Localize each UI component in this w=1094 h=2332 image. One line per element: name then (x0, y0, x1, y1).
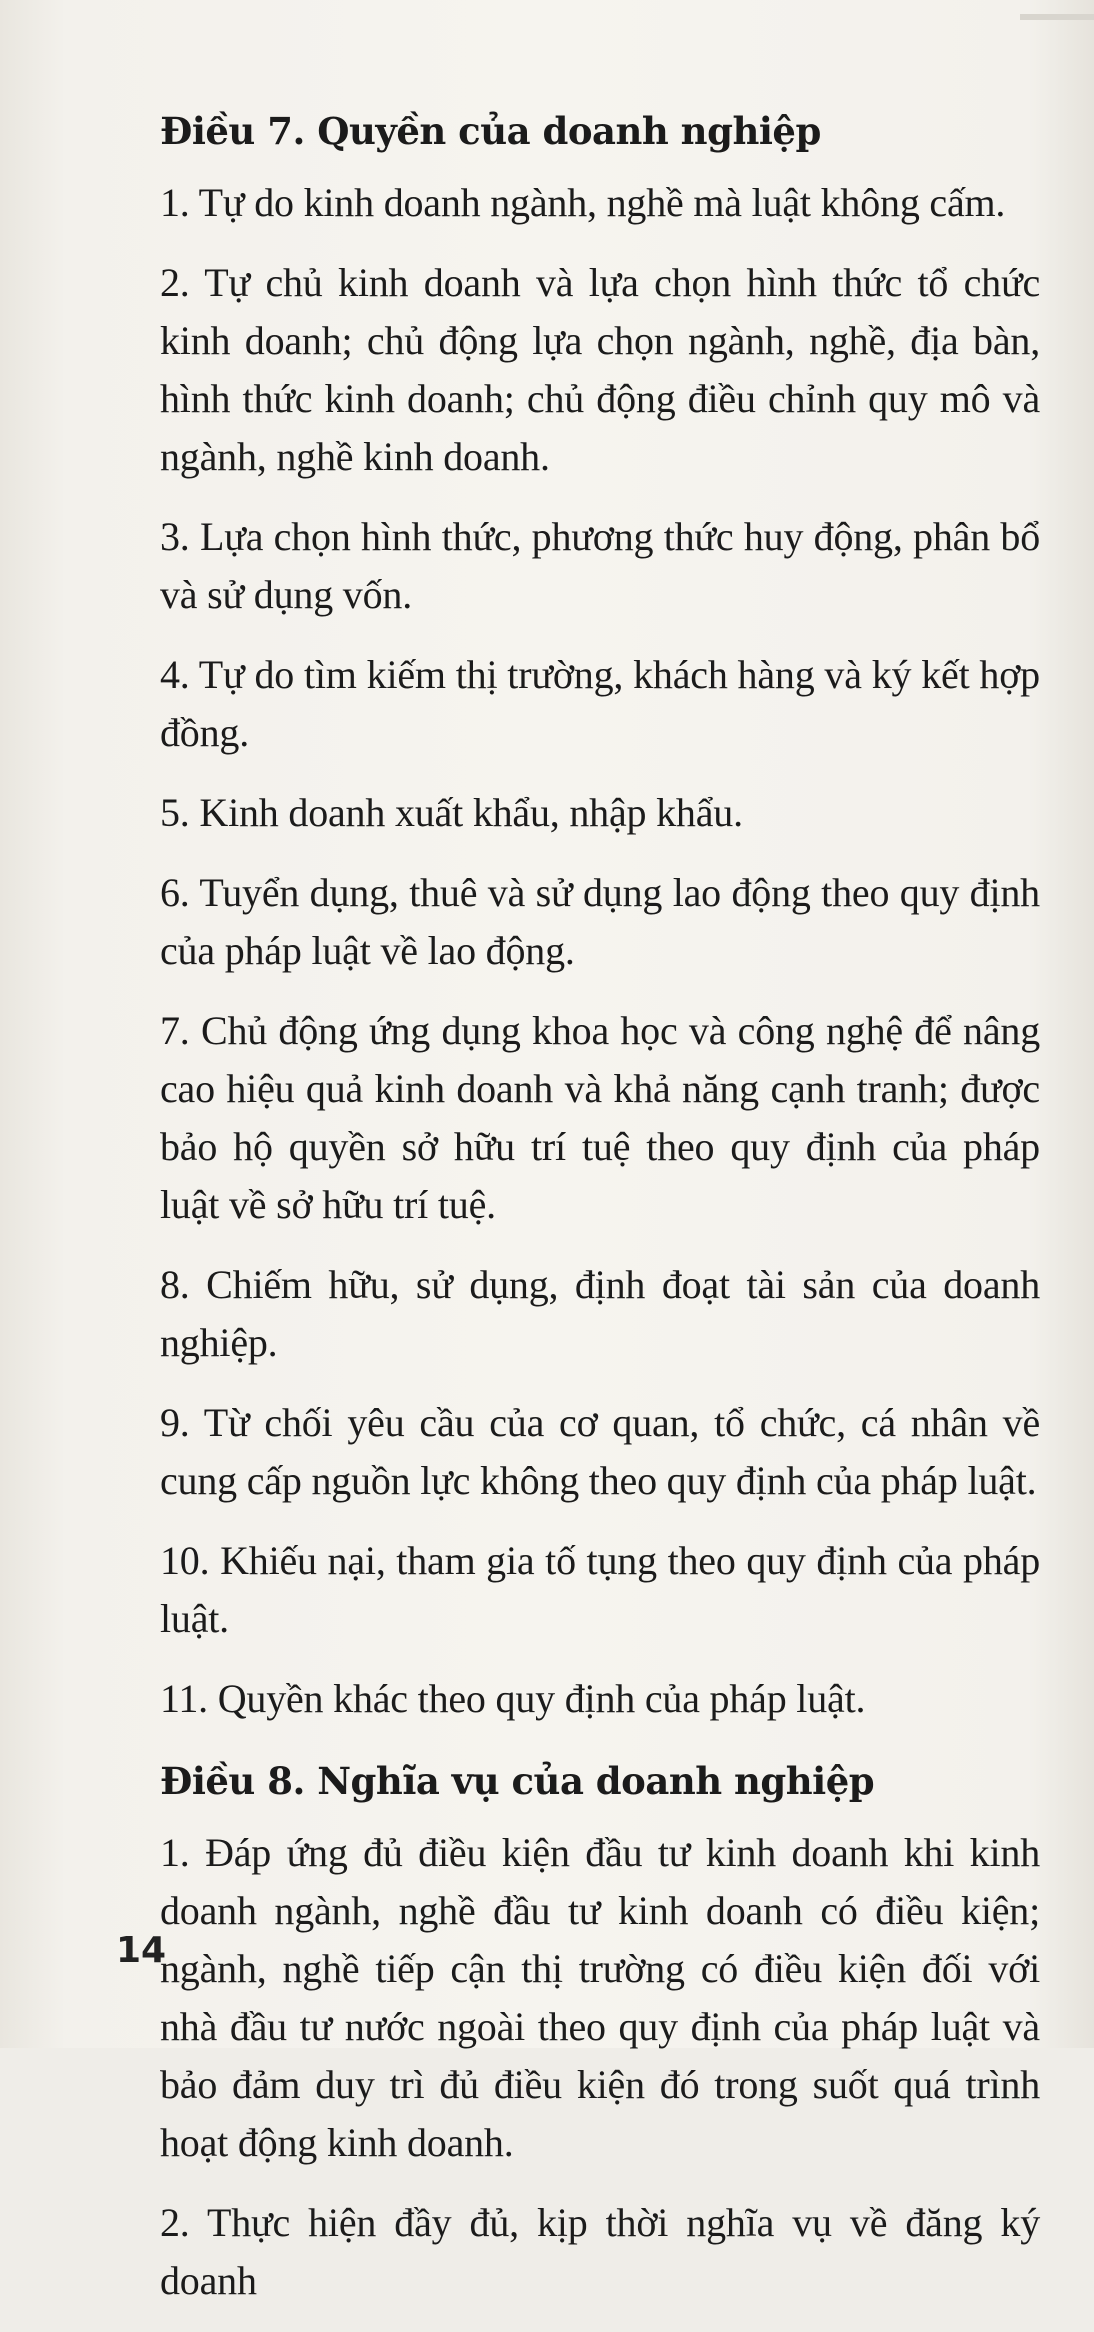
article-8-heading: Điều 8. Nghĩa vụ của doanh nghiệp (160, 1759, 875, 1803)
page-edge-mark (1020, 14, 1094, 20)
article-7-item-6: 6. Tuyển dụng, thuê và sử dụng lao động theo quy định của pháp luật về lao động. (160, 870, 1040, 973)
article-7-item-5: 5. Kinh doanh xuất khẩu, nhập khẩu. (160, 790, 743, 835)
article-7-item-11: 11. Quyền khác theo quy định của pháp luật. (160, 1676, 866, 1721)
article-7-heading: Điều 7. Quyền của doanh nghiệp (160, 109, 821, 153)
article-7-item-9: 9. Từ chối yêu cầu của cơ quan, tổ chức, cá nhân về cung cấp nguồn lực không theo quy định của pháp luật. (160, 1400, 1040, 1503)
article-7-item-1: 1. Tự do kinh doanh ngành, nghề mà luật không cấm. (160, 180, 1006, 225)
article-8-item-2: 2. Thực hiện đầy đủ, kịp thời nghĩa vụ về đăng ký doanh (160, 2200, 1040, 2303)
article-7-item-3: 3. Lựa chọn hình thức, phương thức huy động, phân bổ và sử dụng vốn. (160, 514, 1040, 617)
article-7-item-8: 8. Chiếm hữu, sử dụng, định đoạt tài sản của doanh nghiệp. (160, 1262, 1040, 1365)
text-column (160, 104, 1040, 2332)
article-7-item-2: 2. Tự chủ kinh doanh và lựa chọn hình thức tổ chức kinh doanh; chủ động lựa chọn ngành, nghề, địa bàn, hình thức kinh doanh; chủ động điều chỉnh quy mô và ngành, nghề kinh doanh. (160, 260, 1040, 479)
article-7-item-10: 10. Khiếu nại, tham gia tố tụng theo quy định của pháp luật. (160, 1538, 1040, 1641)
page-number: 14 (116, 1930, 167, 1971)
article-7-item-4: 4. Tự do tìm kiếm thị trường, khách hàng và ký kết hợp đồng. (160, 652, 1040, 755)
article-8-item-1: 1. Đáp ứng đủ điều kiện đầu tư kinh doanh khi kinh doanh ngành, nghề đầu tư kinh doanh có điều kiện; ngành, nghề tiếp cận thị trường có điều kiện đối với nhà đầu tư nước ngoài theo quy định của pháp luật và bảo đảm duy trì đủ điều kiện đó trong suốt quá trình hoạt động kinh doanh. (160, 1830, 1040, 2165)
article-7-item-7: 7. Chủ động ứng dụng khoa học và công nghệ để nâng cao hiệu quả kinh doanh và khả năng cạnh tranh; được bảo hộ quyền sở hữu trí tuệ theo quy định của pháp luật về sở hữu trí tuệ. (160, 1008, 1040, 1227)
